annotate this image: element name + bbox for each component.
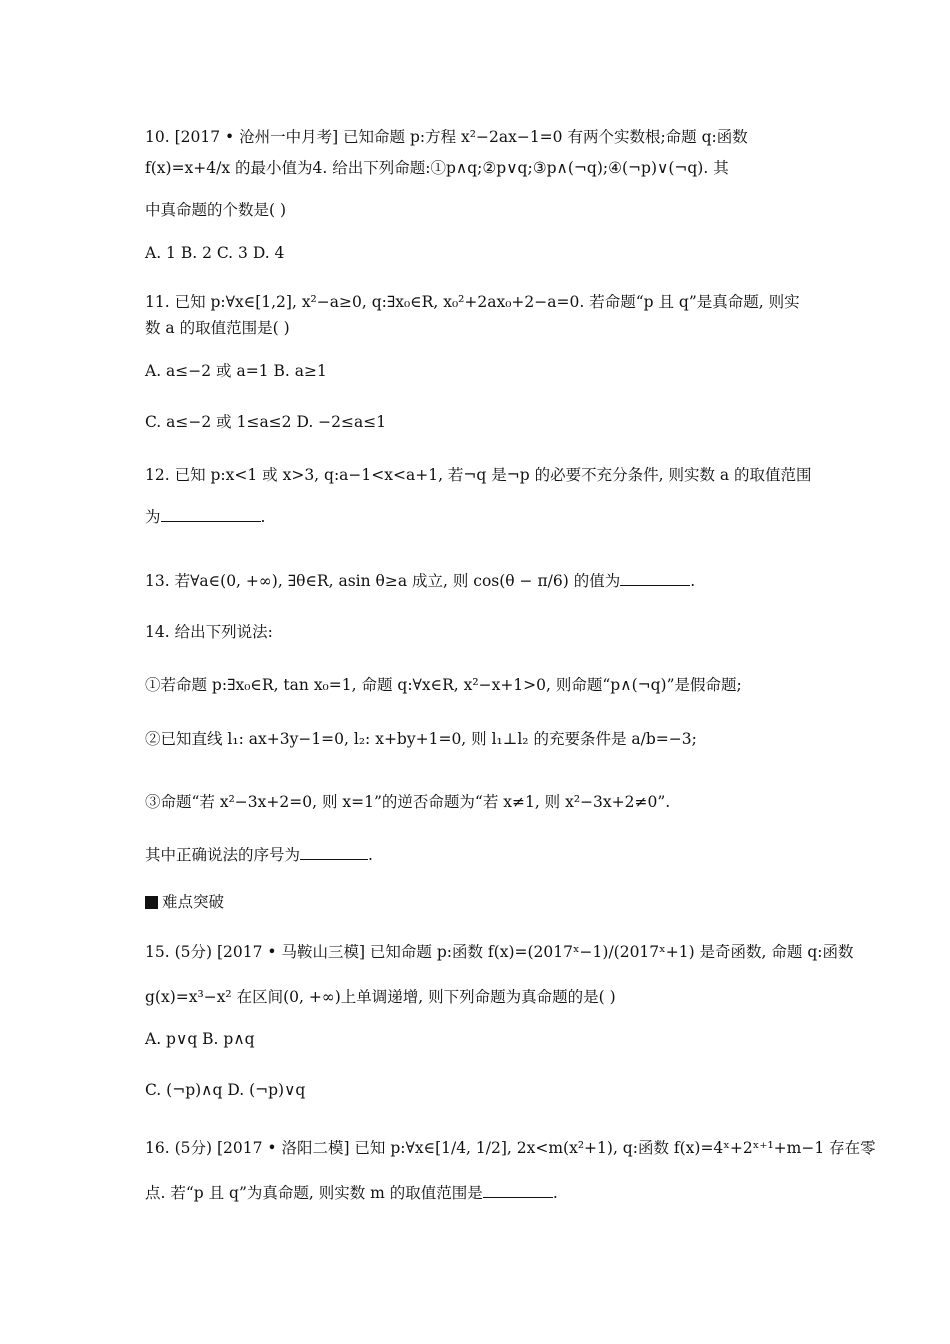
q14-title: 14. 给出下列说法: [145, 623, 273, 641]
period: . [260, 508, 266, 526]
q13-text: 13. 若∀a∈(0, +∞), ∃θ∈R, asin θ≥a 成立, 则 cos(θ − π/6) 的值为 [145, 572, 621, 590]
q15-line1: 15. (5分) [2017 • 马鞍山三模] 已知命题 p:函数 f(x)=(2017ˣ−1)/(2017ˣ+1) 是奇函数, 命题 q:函数 [145, 943, 854, 961]
q12-line1: 12. 已知 p:x<1 或 x>3, q:a−1<x<a+1, 若¬q 是¬p 的必要不充分条件, 则实数 a 的取值范围 [145, 466, 812, 484]
q14-conclusion-text: 其中正确说法的序号为 [145, 846, 301, 864]
answer-blank [483, 1183, 553, 1198]
q10-line3: 中真命题的个数是( ) [145, 201, 287, 219]
q15-line2: g(x)=x³−x² 在区间(0, +∞)上单调递增, 则下列命题为真命题的是( ) [145, 988, 616, 1006]
q13-line1 [145, 570, 695, 592]
q11-options-ab: A. a≤−2 或 a=1 B. a≥1 [145, 362, 327, 380]
q15-options-ab: A. p∨q B. p∧q [145, 1030, 255, 1048]
answer-blank [161, 507, 261, 522]
q16-line2-text: 点. 若“p 且 q”为真命题, 则实数 m 的取值范围是 [145, 1184, 483, 1202]
q16-line2 [145, 1182, 558, 1204]
q16-line1: 16. (5分) [2017 • 洛阳二模] 已知 p:∀x∈[1/4, 1/2], 2x<m(x²+1), q:函数 f(x)=4ˣ+2ˣ⁺¹+m−1 存在零 [145, 1139, 876, 1157]
q14-item2: ②已知直线 l₁: ax+3y−1=0, l₂: x+by+1=0, 则 l₁⊥l₂ 的充要条件是 a/b=−3; [145, 730, 697, 748]
period: . [690, 572, 696, 590]
period: . [552, 1184, 558, 1202]
answer-blank [300, 845, 368, 860]
q10-line2: f(x)=x+4/x 的最小值为4. 给出下列命题:①p∧q;②p∨q;③p∧(¬q);④(¬p)∨(¬q). 其 [145, 159, 729, 177]
section-heading [145, 891, 224, 913]
q11-line1: 11. 已知 p:∀x∈[1,2], x²−a≥0, q:∃x₀∈R, x₀²+2ax₀+2−a=0. 若命题“p 且 q”是真命题, 则实 [145, 293, 800, 311]
period: . [368, 846, 373, 864]
q11-options-cd: C. a≤−2 或 1≤a≤2 D. −2≤a≤1 [145, 413, 387, 431]
q10-line1: 10. [2017 • 沧州一中月考] 已知命题 p:方程 x²−2ax−1=0 有两个实数根;命题 q:函数 [145, 128, 748, 146]
q12-line2 [145, 506, 265, 528]
black-square-icon [145, 896, 158, 909]
q14-item1: ①若命题 p:∃x₀∈R, tan x₀=1, 命题 q:∀x∈R, x²−x+1>0, 则命题“p∧(¬q)”是假命题; [145, 676, 742, 694]
q10-options: A. 1 B. 2 C. 3 D. 4 [145, 244, 285, 262]
q14-item3: ③命题“若 x²−3x+2=0, 则 x=1”的逆否命题为“若 x≠1, 则 x²−3x+2≠0”. [145, 793, 671, 811]
q11-line2: 数 a 的取值范围是( ) [145, 319, 290, 337]
answer-blank [620, 571, 690, 586]
q15-options-cd: C. (¬p)∧q D. (¬p)∨q [145, 1081, 306, 1099]
section-title: 难点突破 [162, 893, 225, 911]
q12-line2-text: 为 [145, 508, 161, 526]
q14-conclusion [145, 844, 373, 866]
